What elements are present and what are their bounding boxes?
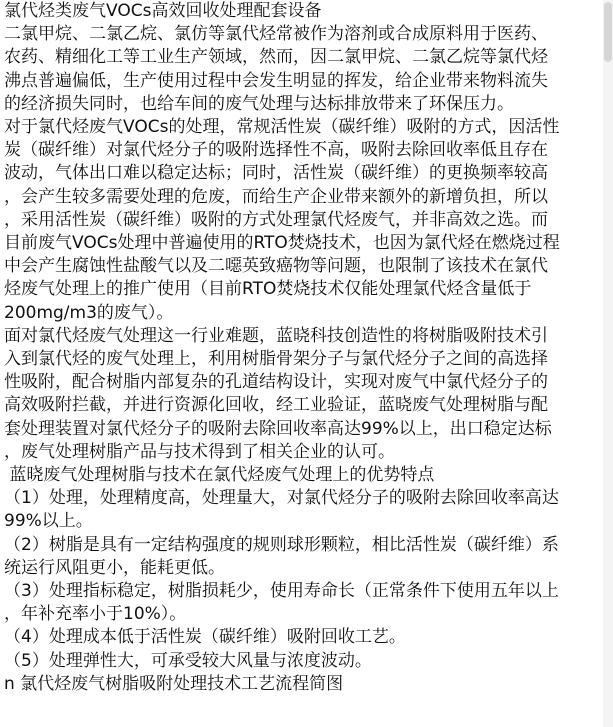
advantage-item-3 — [4, 580, 607, 626]
advantage-item-4 — [4, 626, 607, 649]
document-title — [4, 0, 607, 23]
title-text: 氯代烃类废气VOCs高效回收处理配套设备 — [4, 1, 322, 21]
paragraph-3-line: 高效吸附拦截，并进行资源化回收，经工业验证，蓝晓废气处理树脂与配 — [4, 395, 548, 416]
paragraph-2-line: 烃废气处理上的推广使用（目前RTO焚烧技术仅能处理氯代烃含量低于 — [4, 279, 532, 300]
paragraph-3-line: 面对氯代烃废气处理这一行业难题，蓝晓科技创造性的将树脂吸附技术引 — [4, 325, 548, 346]
paragraph-2 — [4, 116, 607, 325]
paragraph-3-line: ，废气处理树脂产品与技术得到了相关企业的认可。 — [4, 441, 395, 462]
flowchart-caption — [4, 673, 607, 696]
paragraph-2-line: 炭（碳纤维）对氯代烃分子的吸附选择性不高，吸附去除回收率低且存在 — [4, 140, 548, 161]
paragraph-2-line: ，会产生较多需要处理的危废，而给生产企业带来额外的新增负担，所以 — [4, 186, 548, 207]
advantage-4-line: （4）处理成本低于活性炭（碳纤维）吸附回收工艺。 — [4, 627, 406, 648]
vertical-scrollbar[interactable] — [603, 0, 613, 727]
advantage-3-line: ，年补充率小于10%）。 — [4, 604, 187, 625]
advantage-item-5 — [4, 650, 607, 673]
advantages-heading-text: 蓝晓废气处理树脂与技术在氯代烃废气处理上的优势特点 — [4, 465, 435, 486]
paragraph-3-line: 入到氯代烃的废气处理上，利用树脂骨架分子与氯代烃分子之间的高选择 — [4, 349, 548, 370]
paragraph-2-line: 200mg/m3的废气）。 — [4, 302, 174, 323]
flowchart-caption-text: n 氯代烃废气树脂吸附处理技术工艺流程简图 — [4, 673, 344, 694]
paragraph-1 — [4, 23, 607, 116]
paragraph-3 — [4, 325, 607, 464]
paragraph-2-line: 目前废气VOCs处理中普遍使用的RTO焚烧技术，也因为氯代烃在燃烧过程 — [4, 233, 560, 254]
document-body — [4, 0, 607, 696]
scrollbar-thumb[interactable] — [604, 2, 612, 62]
paragraph-2-line: 对于氯代烃废气VOCs的处理，常规活性炭（碳纤维）吸附的方式，因活性 — [4, 117, 560, 138]
paragraph-1-line: 沸点普遍偏低，生产使用过程中会发生明显的挥发，给企业带来物料流失 — [4, 70, 548, 91]
paragraph-1-line: 二氯甲烷、二氯乙烷、氯仿等氯代烃常被作为溶剂或合成原料用于医药、 — [4, 24, 548, 45]
paragraph-2-line: ，采用活性炭（碳纤维）吸附的方式处理氯代烃废气，并非高效之选。而 — [4, 209, 548, 230]
paragraph-3-line: 套处理装置对氯代烃分子的吸附去除回收率高达99%以上，出口稳定达标 — [4, 418, 552, 439]
advantage-3-line: （3）处理指标稳定，树脂损耗少，使用寿命长（正常条件下使用五年以上 — [4, 581, 559, 602]
advantage-item-1 — [4, 487, 607, 533]
advantage-1-line: 99%以上。 — [4, 511, 93, 532]
advantages-heading — [4, 464, 607, 487]
paragraph-1-line: 农药、精细化工等工业生产领域，然而，因二氯甲烷、二氯乙烷等氯代烃 — [4, 47, 548, 68]
advantage-item-2 — [4, 534, 607, 580]
advantage-1-line: （1）处理，处理精度高，处理量大，对氯代烃分子的吸附去除回收率高达 — [4, 488, 559, 509]
paragraph-2-line: 波动，气体出口难以稳定达标；同时，活性炭（碳纤维）的更换频率较高 — [4, 163, 548, 184]
advantage-2-line: （2）树脂是具有一定结构强度的规则球形颗粒，相比活性炭（碳纤维）系 — [4, 534, 559, 555]
advantage-5-line: （5）处理弹性大，可承受较大风量与浓度波动。 — [4, 650, 372, 671]
advantage-2-line: 统运行风阻更小，能耗更低。 — [4, 557, 225, 578]
paragraph-3-line: 性吸附，配合树脂内部复杂的孔道结构设计，实现对废气中氯代烃分子的 — [4, 372, 548, 393]
paragraph-1-line: 的经济损失同时，也给车间的废气处理与达标排放带来了环保压力。 — [4, 93, 514, 114]
paragraph-2-line: 中会产生腐蚀性盐酸气以及二噁英致癌物等问题，也限制了该技术在氯代 — [4, 256, 548, 277]
